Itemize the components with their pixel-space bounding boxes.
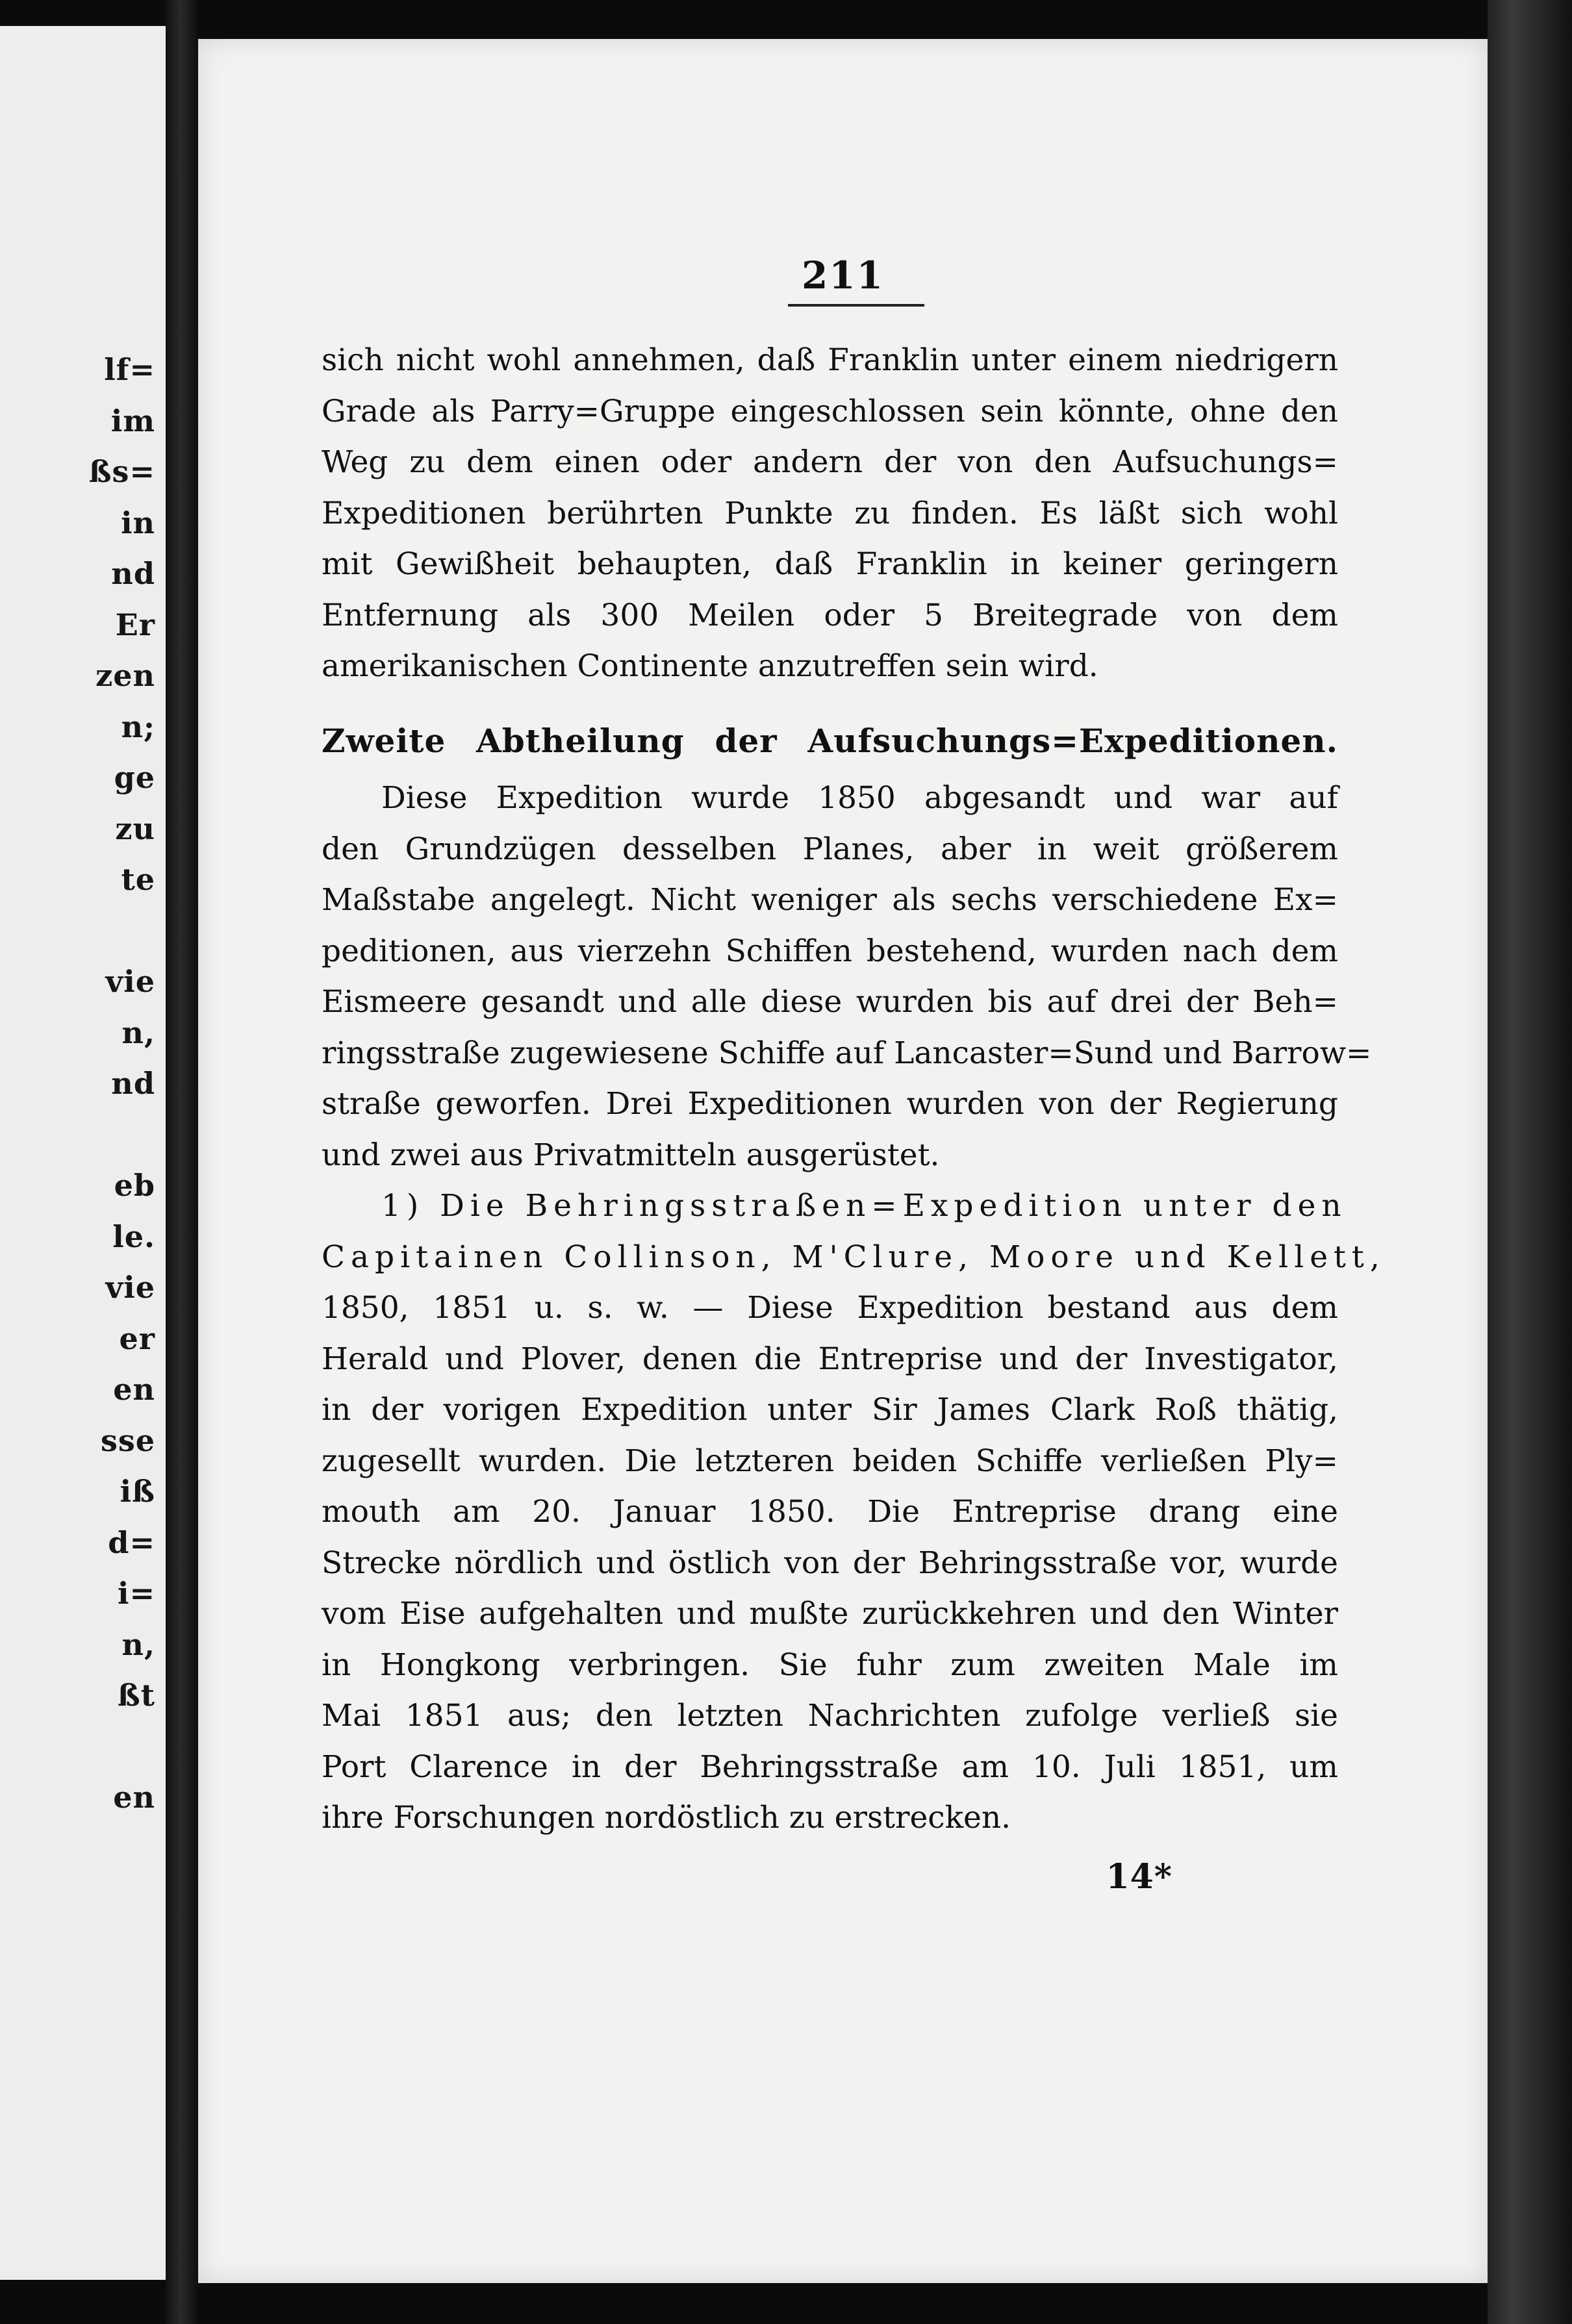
facing-page-fragment: vie bbox=[105, 964, 155, 999]
text-line: 1850, 1851 u. s. w. — Diese Expedition bestand aus dem bbox=[322, 1290, 1338, 1326]
facing-page-fragment: vie bbox=[105, 1270, 155, 1305]
facing-page-fragment: n, bbox=[121, 1015, 155, 1050]
text-line: sich nicht wohl annehmen, daß Franklin unter einem niedrigern bbox=[322, 342, 1338, 378]
facing-page-fragment: eb bbox=[114, 1168, 155, 1203]
facing-page-fragment: lf= bbox=[104, 352, 155, 387]
facing-page-fragment: n; bbox=[121, 709, 155, 744]
facing-page-fragment: er bbox=[119, 1320, 155, 1356]
text-line: und zwei aus Privatmitteln ausgerüstet. bbox=[322, 1137, 940, 1173]
text-line: Diese Expedition wurde 1850 abgesandt und war auf bbox=[381, 780, 1338, 816]
facing-page-fragment: sse bbox=[100, 1422, 155, 1458]
text-line: ringsstraße zugewiesene Schiffe auf Lancaster=Sund und Barrow= bbox=[322, 1035, 1372, 1071]
text-line: in der vorigen Expedition unter Sir James Clark Roß thätig, bbox=[322, 1392, 1338, 1428]
paragraph-conclusion bbox=[322, 335, 1338, 692]
text-line: Expeditionen berührten Punkte zu finden. Es läßt sich wohl bbox=[322, 495, 1338, 531]
facing-page-fragment: i= bbox=[117, 1576, 155, 1611]
text-line: mouth am 20. Januar 1850. Die Entreprise drang eine bbox=[322, 1494, 1338, 1530]
facing-page-fragment bbox=[0, 905, 166, 957]
facing-page-line-endings bbox=[0, 344, 166, 1823]
page-body bbox=[322, 335, 1386, 1844]
facing-page-fragment: ge bbox=[114, 760, 155, 795]
header-rule bbox=[788, 304, 924, 307]
facing-page-fragment: Er bbox=[115, 607, 155, 642]
text-line: Port Clarence in der Behringsstraße am 10. Juli 1851, um bbox=[322, 1749, 1338, 1785]
text-line: Capitainen Collinson, M'Clure, Moore und Kellett, bbox=[322, 1239, 1386, 1275]
facing-page-fragment: en bbox=[113, 1372, 155, 1407]
facing-page-fragment: zu bbox=[115, 811, 155, 846]
text-line: zugesellt wurden. Die letzteren beiden Schiffe verließen Ply= bbox=[322, 1443, 1338, 1479]
facing-page-fragment: ßt bbox=[117, 1678, 155, 1713]
paragraph-behring-expedition bbox=[322, 1283, 1338, 1844]
paragraph-expedition-overview bbox=[322, 773, 1372, 1181]
facing-page-fragment bbox=[0, 1721, 166, 1773]
text-line: in Hongkong verbringen. Sie fuhr zum zweiten Male im bbox=[322, 1647, 1338, 1683]
text-line: Grade als Parry=Gruppe eingeschlossen sein könnte, ohne den bbox=[322, 393, 1338, 429]
text-line: Maßstabe angelegt. Nicht weniger als sechs verschiedene Ex= bbox=[322, 882, 1338, 918]
facing-page-fragment: zen bbox=[95, 658, 155, 693]
text-line: Herald und Plover, denen die Entreprise und der Investigator, bbox=[322, 1341, 1338, 1377]
text-line: 1) Die Behringsstraßen=Expedition unter den bbox=[381, 1188, 1347, 1224]
facing-page-fragment: ßs= bbox=[88, 454, 155, 489]
facing-page-fragment: im bbox=[110, 403, 155, 438]
text-line: mit Gewißheit behaupten, daß Franklin in keiner geringern bbox=[322, 546, 1338, 582]
facing-page-strip bbox=[0, 26, 170, 2280]
text-line: Mai 1851 aus; den letzten Nachrichten zufolge verließ sie bbox=[322, 1698, 1338, 1734]
text-line: amerikanischen Continente anzutreffen sein wird. bbox=[322, 648, 1098, 684]
text-line: Weg zu dem einen oder andern der von den Aufsuchungs= bbox=[322, 444, 1338, 480]
text-line: ihre Forschungen nordöstlich zu erstrecken. bbox=[322, 1800, 1011, 1836]
page-number: 211 bbox=[801, 253, 885, 297]
facing-page-fragment: d= bbox=[108, 1524, 155, 1560]
text-line: Strecke nördlich und östlich von der Behringsstraße vor, wurde bbox=[322, 1545, 1338, 1581]
facing-page-fragment: n, bbox=[121, 1626, 155, 1662]
text-line: straße geworfen. Drei Expeditionen wurden von der Regierung bbox=[322, 1086, 1338, 1122]
facing-page-fragment: in bbox=[121, 505, 155, 540]
text-line: den Grundzügen desselben Planes, aber in weit größerem bbox=[322, 831, 1338, 867]
facing-page-fragment: le. bbox=[112, 1219, 155, 1254]
text-line: vom Eise aufgehalten und mußte zurückkehren und den Winter bbox=[322, 1596, 1338, 1632]
facing-page-fragment: te bbox=[121, 862, 155, 897]
facing-page-fragment: nd bbox=[111, 556, 155, 591]
text-line: Entfernung als 300 Meilen oder 5 Breitegrade von dem bbox=[322, 597, 1338, 633]
facing-page-fragment: en bbox=[113, 1780, 155, 1815]
page-content bbox=[322, 253, 1386, 1897]
text-line: Eismeere gesandt und alle diese wurden bis auf drei der Beh= bbox=[322, 984, 1338, 1020]
facing-page-fragment bbox=[0, 1109, 166, 1161]
section-heading: Zweite Abtheilung der Aufsuchungs=Expeditionen. bbox=[322, 721, 1338, 760]
binding-gutter bbox=[166, 0, 198, 2324]
facing-page-fragment: nd bbox=[111, 1066, 155, 1101]
text-line: peditionen, aus vierzehn Schiffen bestehend, wurden nach dem bbox=[322, 933, 1338, 969]
signature-mark: 14* bbox=[1106, 1856, 1173, 1897]
paragraph-behring-title bbox=[322, 1181, 1386, 1283]
facing-page-fragment: iß bbox=[120, 1474, 155, 1509]
right-edge-shadow bbox=[1488, 0, 1572, 2324]
book-page bbox=[198, 39, 1488, 2283]
